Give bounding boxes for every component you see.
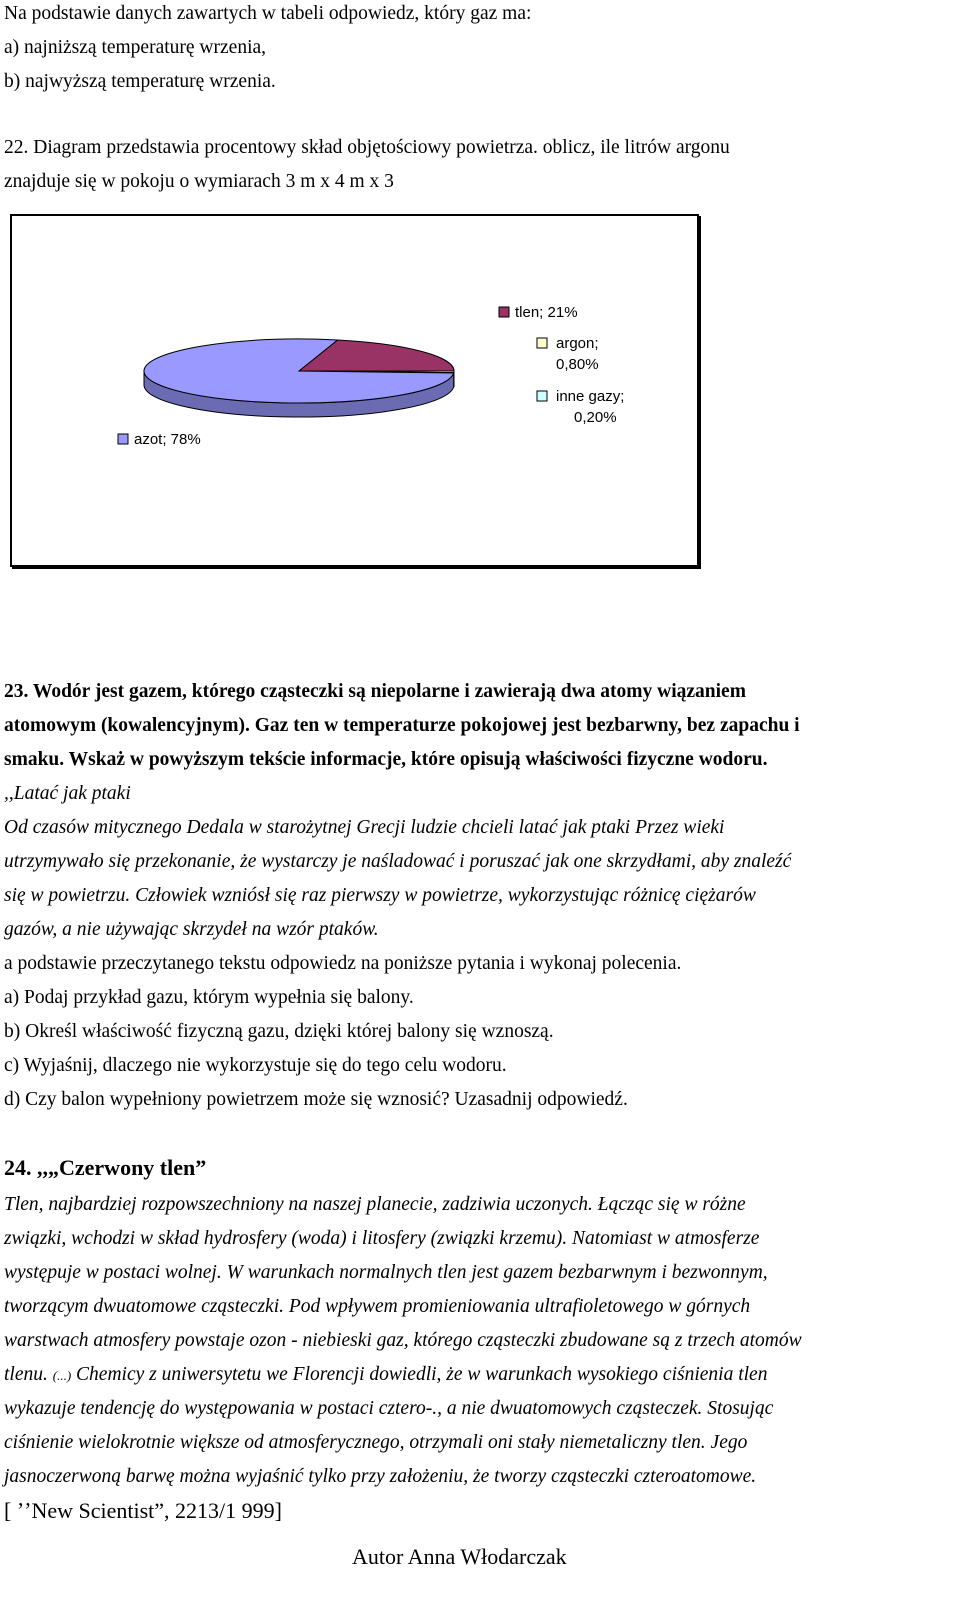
q24-line-5: warstwach atmosfery powstaje ozon - niebieski gaz, którego cząsteczki zbudowane są z trzech atomów bbox=[4, 1330, 802, 1351]
legend-swatch-tlen bbox=[499, 307, 509, 317]
intro-item-b: b) najwyższą temperaturę wrzenia. bbox=[4, 71, 276, 92]
q24-line-1: Tlen, najbardziej rozpowszechniony na naszej planecie, zadziwia uczonych. Łącząc się w różne bbox=[4, 1194, 746, 1215]
quote-line-1: Od czasów mitycznego Dedala w starożytnej Grecji ludzie chcieli latać jak ptaki Przez wieki bbox=[4, 817, 725, 838]
legend-label-inne-2: 0,20% bbox=[574, 409, 617, 426]
legend-label-argon-1: argon; bbox=[556, 335, 599, 352]
q24-line-2: związki, wchodzi w skład hydrosfery (woda) i litosfery (związki krzemu). Natomiast w atmosferze bbox=[4, 1228, 760, 1249]
q24-line-4: tworzącym dwuatomowe cząsteczki. Pod wpływem promieniowania ultrafioletowego w górnych bbox=[4, 1296, 751, 1317]
q24-line-9: jasnoczerwoną barwę można wyjaśnić tylko przy założeniu, że tworzy cząsteczki czteroatomowe. bbox=[4, 1466, 757, 1487]
q22-line-1: 22. Diagram przedstawia procentowy skład objętościowy powietrza. oblicz, ile litrów argonu bbox=[4, 137, 730, 158]
quote-line-4: gazów, a nie używając skrzydeł na wzór ptaków. bbox=[4, 919, 379, 940]
author-footer: Autor Anna Włodarczak bbox=[352, 1544, 567, 1569]
legend-label-azot: azot; 78% bbox=[134, 431, 201, 448]
quote-line-3: się w powietrzu. Człowiek wzniósł się raz pierwszy w powietrze, wykorzystując różnicę ciężarów bbox=[4, 885, 756, 906]
q24-line-6 bbox=[4, 1363, 767, 1388]
legend-swatch-azot bbox=[118, 434, 128, 444]
pie-marks bbox=[144, 339, 454, 417]
q23-line-3: smaku. Wskaż w powyższym tekście informacje, które opisują właściwości fizyczne wodoru. bbox=[4, 749, 768, 770]
q24-title: 24. ,,„Czerwony tlen” bbox=[4, 1155, 207, 1180]
intro-question: Na podstawie danych zawartych w tabeli odpowiedz, który gaz ma: bbox=[4, 3, 532, 24]
legend-swatch-argon bbox=[537, 338, 547, 348]
task-c: c) Wyjaśnij, dlaczego nie wykorzystuje się do tego celu wodoru. bbox=[4, 1055, 507, 1076]
task-b: b) Określ właściwość fizyczną gazu, dzięki której balony się wznoszą. bbox=[4, 1021, 554, 1042]
quote-line-2: utrzymywało się przekonanie, że wystarczy je naśladować i poruszać jak one skrzydłami, aby znaleźć bbox=[4, 851, 792, 872]
q24-line-3: występuje w postaci wolnej. W warunkach normalnych tlen jest gazem bezbarwnym i bezwonnym, bbox=[4, 1262, 768, 1283]
task-intro: a podstawie przeczytanego tekstu odpowiedz na poniższe pytania i wykonaj polecenia. bbox=[4, 953, 682, 974]
pie-chart-svg bbox=[12, 216, 697, 565]
legend-label-tlen: tlen; 21% bbox=[515, 304, 578, 321]
task-a: a) Podaj przykład gazu, którym wypełnia się balony. bbox=[4, 987, 414, 1008]
legend-label-argon-2: 0,80% bbox=[556, 356, 599, 373]
q24-line-6-end: Chemicy z uniwersytetu we Florencji dowiedli, że w warunkach wysokiego ciśnienia tlen bbox=[71, 1364, 768, 1385]
q24-source: [ ʼʼNew Scientist”, 2213/1 999] bbox=[4, 1498, 282, 1523]
q23-line-2: atomowym (kowalencyjnym). Gaz ten w temperaturze pokojowej jest bezbarwny, bez zapachu i bbox=[4, 715, 800, 736]
q24-line-7: wykazuje tendencję do występowania w postaci cztero-., a nie dwuatomowych cząsteczek. Stosując bbox=[4, 1398, 774, 1419]
legend-label-inne-1: inne gazy; bbox=[556, 388, 625, 405]
air-composition-pie-chart bbox=[10, 214, 699, 567]
q22-line-2: znajduje się w pokoju o wymiarach 3 m x 4 m x 3 bbox=[4, 171, 394, 192]
intro-item-a: a) najniższą temperaturę wrzenia, bbox=[4, 37, 267, 58]
task-d: d) Czy balon wypełniony powietrzem może się wznosić? Uzasadnij odpowiedź. bbox=[4, 1089, 628, 1110]
q24-line-8: ciśnienie wielokrotnie większe od atmosferycznego, otrzymali oni stały niemetaliczny tlen. Jego bbox=[4, 1432, 748, 1453]
q23-line-1: 23. Wodór jest gazem, którego cząsteczki są niepolarne i zawierają dwa atomy wiązaniem bbox=[4, 681, 746, 702]
quote-title: ,,Latać jak ptaki bbox=[4, 783, 131, 804]
legend-swatch-inne bbox=[537, 391, 547, 401]
q24-ellipsis: (...) bbox=[52, 1368, 72, 1383]
q24-line-6-start: tlenu. bbox=[4, 1364, 53, 1385]
